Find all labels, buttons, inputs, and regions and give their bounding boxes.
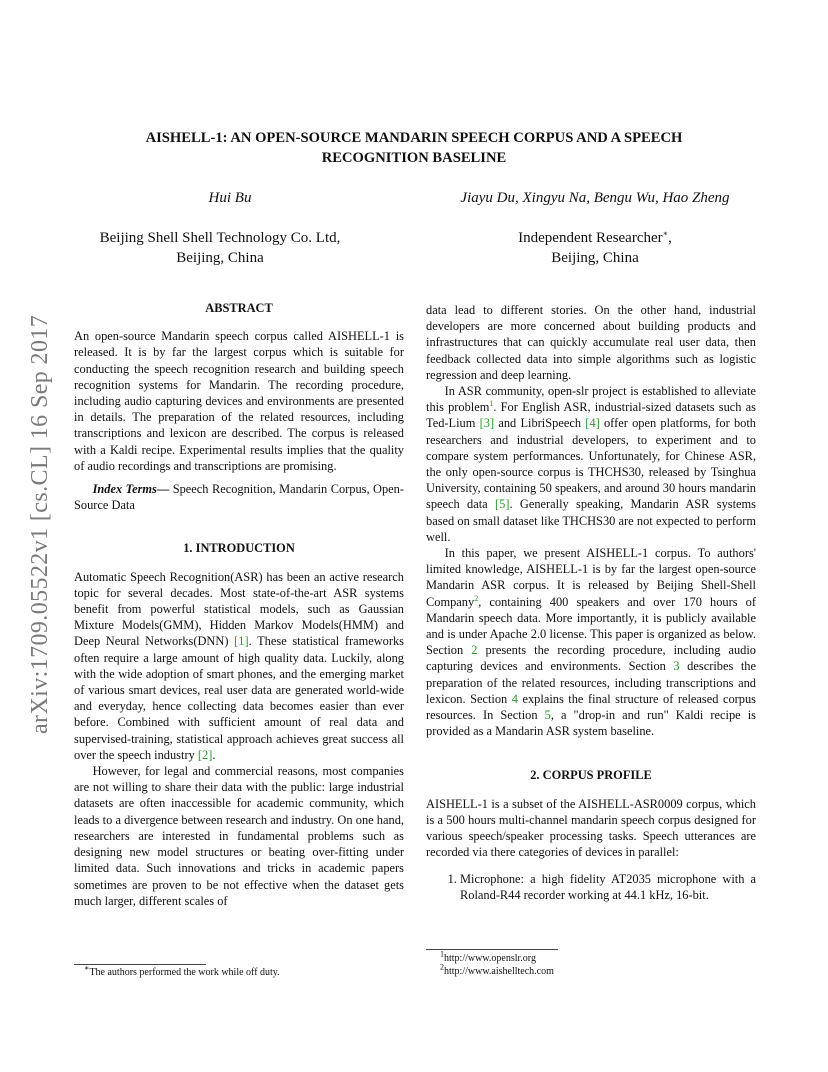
right-p3-text-b: , containing 400 speakers and over 170 hours of Mandarin speech data. More importantly, it is publicly available and is under Apache 2.0 license. This paper is organized as below. Section — [426, 594, 756, 658]
citation-link[interactable]: [5] — [495, 497, 510, 512]
affiliation-right-line-1 — [440, 228, 750, 248]
affiliation-right-line-2: Beijing, China — [551, 250, 639, 266]
section-link[interactable]: 5 — [544, 708, 551, 723]
author-right: Jiayu Du, Xingyu Na, Bengu Wu, Hao Zheng — [460, 190, 730, 206]
right-paragraph-2 — [426, 383, 756, 545]
right-p3-text-c: presents the recording procedure, including audio capturing devices and environments. Section — [426, 643, 756, 674]
right-p3-text-d: describes the preparation of the related resources, including transcriptions and lexicon. Section — [426, 659, 756, 706]
list-item: 1. Microphone: a high fidelity AT2035 microphone with a Roland-R44 recorder working at 44.1 kHz, 16-bit. — [460, 871, 756, 903]
right-paragraph-1: data lead to different stories. On the other hand, industrial developers are more concerned about building products and infrastructures that can quickly accumulate real user data, then feedback collected data into simple algorithms such as logistic regression and deep learning. — [426, 303, 756, 382]
citation-link[interactable]: [1] — [234, 634, 249, 649]
right-p2-text-c: and LibriSpeech — [494, 416, 586, 431]
footnote-left-text: The authors performed the work while off duty. — [89, 967, 280, 978]
intro-paragraph-1 — [74, 569, 404, 763]
right-p2-text-b: . For English ASR, industrial-sized datasets such as Ted-Lium — [426, 400, 756, 431]
left-column — [74, 300, 404, 909]
footnote-mark: 1 — [440, 949, 444, 959]
footnote-left — [84, 963, 404, 979]
section-link[interactable]: 4 — [511, 691, 518, 706]
introduction-heading: 1. INTRODUCTION — [183, 541, 295, 556]
intro-p1-text-a: Automatic Speech Recognition(ASR) has been an active research topic for several decades. Most state-of-the-art ASR systems benefit from powerful statistical models, such as Gaussian Mixture Models(GMM), Hidden Markov Models(HMM) and Deep Neural Networks(DNN) — [74, 569, 404, 649]
citation-link[interactable]: [2] — [197, 747, 213, 762]
footnote-link[interactable]: 2 — [474, 593, 479, 603]
footnote-rule-left — [74, 964, 206, 965]
right-p3-text-a: In this paper, we present AISHELL-1 corpus. To authors' limited knowledge, AISHELL-1 is by far the largest open-source Mandarin ASR corpus. It is released by Beijing Shell-Shell Company — [426, 546, 756, 609]
index-terms-text: Speech Recognition, Mandarin Corpus, Open-Source Data — [74, 482, 405, 513]
index-terms — [74, 481, 404, 513]
citation-link[interactable]: [3] — [479, 416, 495, 431]
affiliation-footnote-mark: ∗ — [662, 229, 669, 238]
abstract-heading: ABSTRACT — [205, 301, 273, 315]
affiliation-left-line-1: Beijing Shell Shell Technology Co. Ltd, — [99, 230, 341, 246]
affiliation-left-line-2: Beijing, China — [176, 250, 264, 266]
right-p3-text-e: explains the final structure of released corpus resources. In Section — [426, 691, 756, 723]
footnote-mark: ∗ — [84, 963, 90, 973]
footnote-rule-right — [426, 949, 558, 950]
footnote-url[interactable]: http://www.aishelltech.com — [444, 966, 554, 977]
intro-paragraph-2: However, for legal and commercial reasons, most companies are not willing to share their data with the public: large industrial datasets are often inaccessible for academic community, which leads to a divergence between research and industry. On one hand, researchers are interested in fundamental problems such as designing new model structures or beating over-fitting under limited data. Such innovations and tricks in academic papers sometimes are proven to be not effective when the dataset gets much larger, different scales of — [74, 764, 404, 908]
footnote-right-2 — [440, 962, 750, 978]
abstract-text: An open-source Mandarin speech corpus called AISHELL-1 is released. It is by far the largest corpus which is suitable for conducting the speech recognition research and building speech recognition systems for Mandarin. The recording procedure, including audio capturing devices and environments are presented in details. The preparation of the related resources, including transcriptions and lexicon are described. The corpus is released with a Kaldi recipe. Experimental results implies that the quality of audio recordings and transcriptions are promising. — [74, 329, 404, 473]
footnote-right-1 — [440, 949, 750, 965]
citation-link[interactable]: [4] — [585, 416, 600, 431]
affiliation-right — [440, 228, 750, 268]
right-column — [426, 302, 756, 903]
footnote-mark: 2 — [440, 962, 444, 972]
title-line-2: RECOGNITION BASELINE — [321, 150, 507, 166]
right-p2-text-e: . Generally speaking, Mandarin ASR systems based on small dataset like THCHS30 are not expected to perform well. — [426, 497, 756, 544]
intro-p1-text-c: . — [212, 747, 216, 762]
section-link[interactable]: 2 — [471, 643, 478, 658]
arxiv-identifier: arXiv:1709.05522v1 [cs.CL] 16 Sep 2017 — [27, 314, 53, 734]
right-p3-text-f: , a "drop-in and run" Kaldi recipe is provided as a Mandarin ASR system baseline. — [426, 708, 756, 739]
corpus-paragraph-1: AISHELL-1 is a subset of the AISHELL-ASR0009 corpus, which is a 500 hours multi-channel mandarin speech corpus designed for various speech/speaker processing tasks. Speech utterances are recorded via there categories of devices in parallel: — [426, 796, 756, 860]
intro-p1-text-b: . These statistical frameworks often require a large amount of high quality data. Luckily, along with the wide adoption of smart phones, and the emerging market of various smart devices, real user data are generated world-wide and everyday, hence collecting data becomes easier than ever before. Combined with sufficient amount of real data and supervised-training, statistical approach achieves great success all over the speech industry — [74, 634, 404, 762]
affiliation-left — [60, 228, 380, 268]
device-list — [426, 871, 756, 903]
title-line-1: AISHELL-1: AN OPEN-SOURCE MANDARIN SPEECH CORPUS AND A SPEECH — [145, 130, 683, 146]
right-paragraph-3 — [426, 545, 756, 739]
right-p2-text-a: In ASR community, open-slr project is established to alleviate this problem — [426, 384, 756, 415]
author-left: Hui Bu — [208, 190, 252, 206]
corpus-profile-heading: 2. CORPUS PROFILE — [530, 768, 652, 783]
footnote-link[interactable]: 1 — [489, 399, 494, 409]
affiliation-right-text: Independent Researcher — [518, 230, 663, 246]
affiliation-right-comma: , — [668, 230, 672, 246]
index-terms-label: Index Terms— — [92, 482, 170, 497]
right-p2-text-d: offer open platforms, for both researchers and industrial developers, to experiment and to compare system performances. Unfortunately, for Chinese ASR, the only open-source corpus is THCHS30, released by Tsinghua University, containing 50 speakers, and around 30 hours mandarin speech data — [426, 416, 756, 512]
footnote-url[interactable]: http://www.openslr.org — [444, 953, 536, 964]
paper-title — [80, 128, 748, 168]
section-link[interactable]: 3 — [673, 659, 680, 674]
